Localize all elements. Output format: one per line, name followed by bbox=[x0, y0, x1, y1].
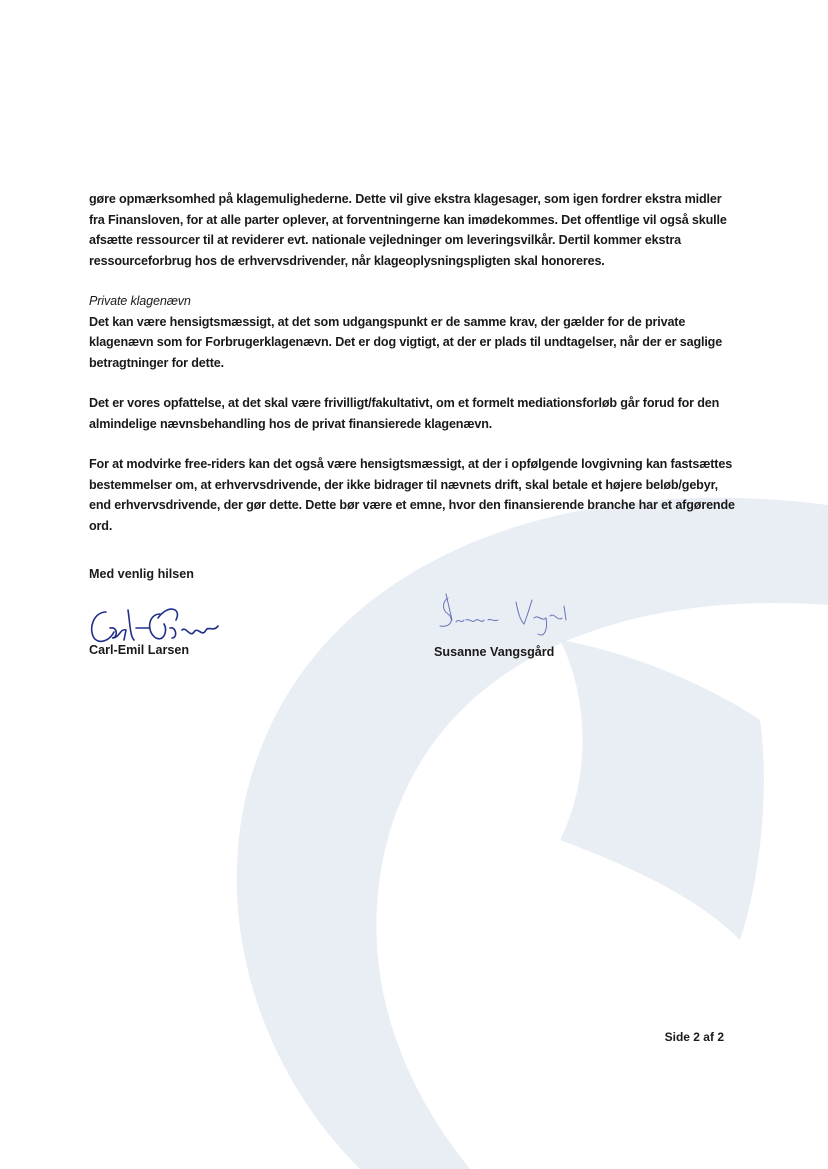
signature-carl-emil-larsen bbox=[86, 598, 221, 648]
signature-susanne-vangsgard bbox=[432, 590, 572, 645]
page-number: Side 2 af 2 bbox=[664, 1030, 724, 1044]
letter-body bbox=[89, 189, 739, 556]
signer-name-2: Susanne Vangsgård bbox=[434, 645, 555, 659]
paragraph-private-boards-text: Det kan være hensigtsmæssigt, at det som udgangspunkt er de samme krav, der gælder for de private klagenævn som for Forbrugerklagenævn. Det er dog vigtigt, at der er plads til undtagelser, når der er saglige betragtninger for dette. bbox=[89, 314, 723, 370]
paragraph-mediation: Det er vores opfattelse, at det skal være frivilligt/fakultativt, om et formelt mediationsforløb går forud for den almindelige nævnsbehandling hos de privat finansierede klagenævn. bbox=[89, 396, 720, 431]
paragraph-funding: gøre opmærksomhed på klagemulighederne. Dette vil give ekstra klagesager, som igen fordrer ekstra midler fra Finansloven, for at alle parter oplever, at forventningerne kan imødekommes. Det offentlige vil også skulle afsætte ressourcer til at reviderer evt. nationale vejledninger om leveringsvilkår. Dertil kommer ekstra ressourceforbrug hos de erhvervsdrivender, når klageoplysningspligten skal honoreres. bbox=[89, 192, 727, 268]
section-heading: Private klagenævn bbox=[89, 294, 191, 308]
paragraph-free-riders: For at modvirke free-riders kan det også være hensigtsmæssigt, at der i opfølgende lovgivning kan fastsættes bestemmelser om, at erhvervsdrivende, der ikke bidrager til nævnets drift, skal betale et højere beløb/gebyr, end erhvervsdrivende, der gør dette. Dette bør være et emne, hvor den finansierende branche har et afgørende ord. bbox=[89, 457, 735, 533]
watermark-wedge bbox=[560, 640, 764, 940]
signer-name-1: Carl-Emil Larsen bbox=[89, 643, 190, 657]
paragraph-private-boards bbox=[89, 291, 739, 373]
closing-greeting: Med venlig hilsen bbox=[89, 567, 194, 581]
